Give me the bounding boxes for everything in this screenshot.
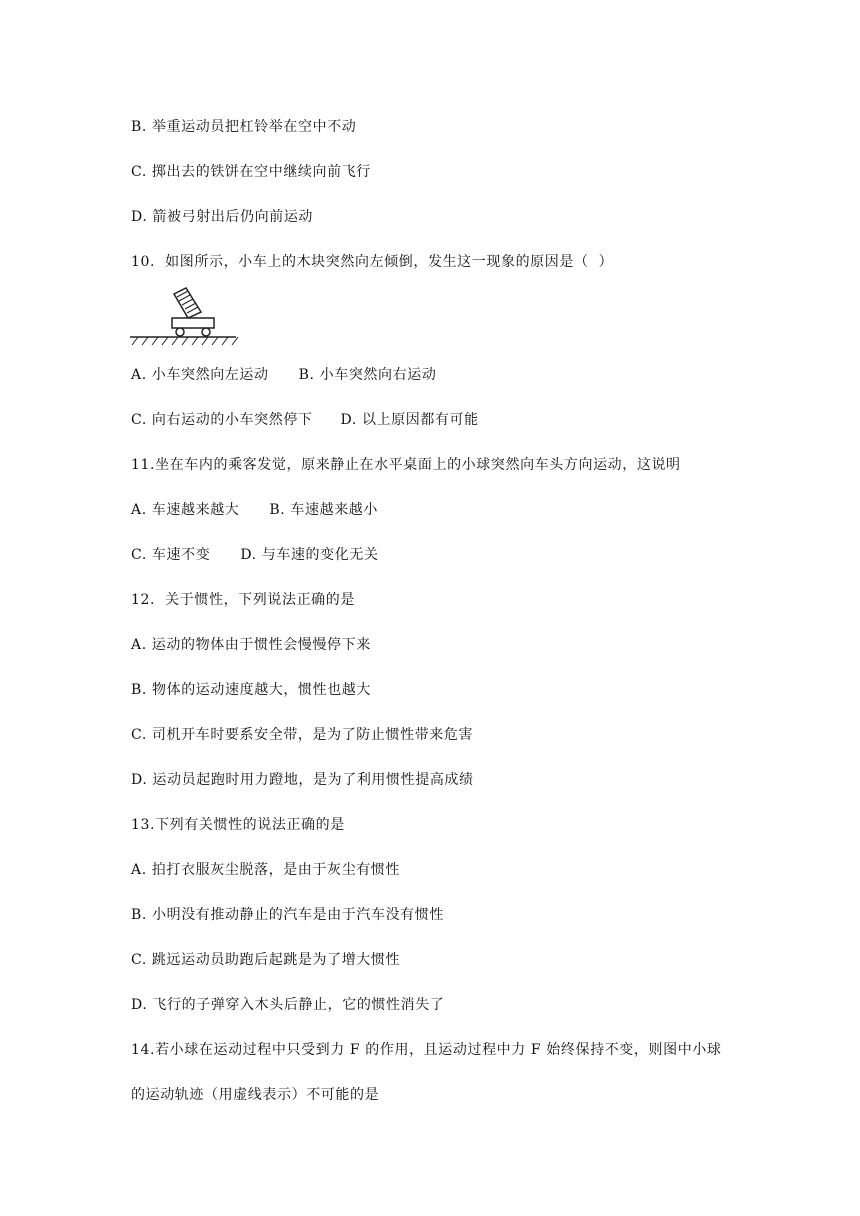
cart-wheel-right <box>202 328 210 336</box>
q12-option-d: D. 运动员起跑时用力蹬地，是为了利用惯性提高成绩 <box>131 772 474 788</box>
q11-option-c: C. 车速不变 <box>131 547 211 563</box>
q13-option-b: B. 小明没有推动静止的汽车是由于汽车没有惯性 <box>131 907 444 923</box>
q13-option-d: D. 飞行的子弹穿入木头后静止，它的惯性消失了 <box>131 997 445 1013</box>
q14-stem-line-2: 的运动轨迹（用虚线表示）不可能的是 <box>131 1087 380 1103</box>
q11-stem: 11.坐在车内的乘客发觉，原来静止在水平桌面上的小球突然向车头方向运动，这说明 <box>131 457 681 473</box>
q9-option-b: B. 举重运动员把杠铃举在空中不动 <box>131 119 357 135</box>
q11-option-a: A. 车速越来越大 <box>131 502 240 518</box>
q13-option-a: A. 拍打衣服灰尘脱落，是由于灰尘有惯性 <box>131 862 401 878</box>
q10-stem: 10. 如图所示，小车上的木块突然向左倾倒，发生这一现象的原因是（ ） <box>131 254 614 270</box>
q13-stem: 13.下列有关惯性的说法正确的是 <box>131 817 345 833</box>
q10-option-c: C. 向右运动的小车突然停下 <box>131 412 313 428</box>
q12-option-a: A. 运动的物体由于惯性会慢慢停下来 <box>131 637 371 653</box>
q10-options-row-2 <box>131 411 479 429</box>
q11-option-b: B. 车速越来越小 <box>269 502 379 518</box>
wooden-block <box>174 288 201 318</box>
q11-option-d: D. 与车速的变化无关 <box>240 547 379 563</box>
q11-options-row-2 <box>131 546 379 564</box>
q9-option-d: D. 箭被弓射出后仍向前运动 <box>131 209 314 225</box>
q10-option-d: D. 以上原因都有可能 <box>340 412 479 428</box>
q14-stem-line-1: 14.若小球在运动过程中只受到力 F 的作用，且运动过程中力 F 始终保持不变，则图中小球 <box>131 1042 722 1058</box>
q10-options-row-1 <box>131 366 436 384</box>
cart-body <box>172 318 214 328</box>
cart-block-figure <box>128 286 240 348</box>
cart-wheel-left <box>176 328 184 336</box>
q10-option-a: A. 小车突然向左运动 <box>131 367 269 383</box>
q10-option-b: B. 小车突然向右运动 <box>298 367 437 383</box>
q11-options-row-1 <box>131 501 378 519</box>
q13-option-c: C. 跳远运动员助跑后起跳是为了增大惯性 <box>131 952 401 968</box>
q12-option-c: C. 司机开车时要系安全带，是为了防止惯性带来危害 <box>131 727 474 743</box>
q9-option-c: C. 掷出去的铁饼在空中继续向前飞行 <box>131 164 371 180</box>
q12-option-b: B. 物体的运动速度越大，惯性也越大 <box>131 682 371 698</box>
q12-stem: 12. 关于惯性，下列说法正确的是 <box>131 592 355 608</box>
ground-hatching <box>130 337 238 345</box>
